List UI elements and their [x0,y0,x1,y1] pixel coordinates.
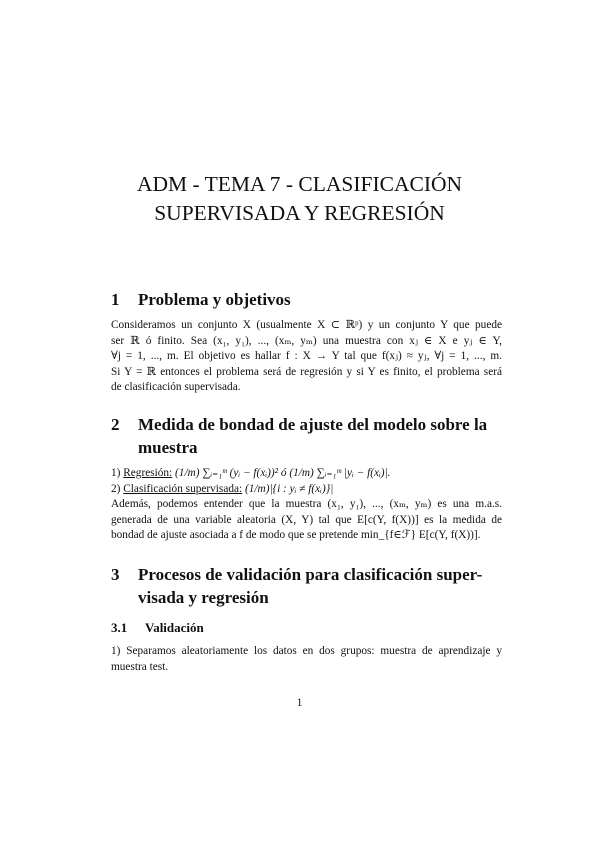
item-prefix: 1) [111,467,124,479]
paragraph-line: 1) Separamos aleatoriamente los datos en dos grupos: muestra de aprendizaje y [111,645,502,657]
paragraph-line: generada de una variable aleatoria (X, Y) tal que E[c(Y, f(X))] es la medida de [111,513,502,526]
section-3-heading [111,563,506,609]
title-line-1: ADM - TEMA 7 - CLASIFICACIÓN [136,172,463,196]
section-title-line-1: Medida de bondad de ajuste del modelo sobre la [138,415,488,434]
document-title [0,170,599,228]
regression-label: Regresión: [123,467,173,479]
section-1-paragraph [111,318,502,396]
section-title: Problema y objetivos [138,290,291,309]
paragraph-line: muestra test. [111,660,169,673]
subsection-number: 3.1 [111,620,128,635]
regression-item [111,466,502,482]
section-number: 3 [111,565,120,584]
paragraph-line: Consideramos un conjunto X (usualmente X ⊂ ℝᵖ) y un conjunto Y que puede [111,319,502,331]
subsection-title: Validación [145,620,204,635]
item-prefix: 2) [111,482,124,495]
section-2-paragraph [111,466,502,544]
classification-label: Clasificación supervisada: [123,482,243,495]
paragraph-line: Si Y = ℝ entonces el problema será de regresión y si Y es finito, el problema será [111,365,502,378]
subsection-paragraph [111,644,502,675]
subsection-3-1-heading [111,620,506,636]
page-number: 1 [296,697,303,709]
section-number: 2 [111,415,120,434]
paragraph-line: de clasificación supervisada. [111,381,241,393]
section-title-line-1: Procesos de validación para clasificación super- [138,565,483,584]
title-line-2: SUPERVISADA Y REGRESIÓN [154,201,445,225]
classification-formula: (1/m)|{i : yᵢ ≠ f(xᵢ)}| [242,482,334,495]
section-title-line-2: muestra [138,438,198,457]
paragraph-line: ∀j = 1, ..., m. El objetivo es hallar f : X → Y tal que f(xⱼ) ≈ yⱼ, ∀j = 1, ..., m. [111,350,502,362]
section-number: 1 [111,290,120,309]
paragraph-line: bondad de ajuste asociada a f de modo que se pretende min_{f∈ℱ} E[c(Y, f(X))]. [111,529,481,541]
regression-formula: (1/m) ∑ᵢ₌₁ᵐ (yᵢ − f(xᵢ))² ó (1/m) ∑ᵢ₌₁ᵐ |yᵢ − f(xᵢ)|. [172,467,391,479]
section-title-line-2: visada y regresión [138,588,269,607]
paragraph-line: Además, podemos entender que la muestra (x₁, y₁), ..., (xₘ, yₘ) es una m.a.s. [111,498,502,510]
classification-item [111,482,502,498]
section-1-heading [111,288,506,311]
section-2-heading [111,413,506,459]
paragraph-line: ser ℝ ó finito. Sea (x₁, y₁), ..., (xₘ, yₘ) una muestra con xⱼ ∈ X e yⱼ ∈ Y, [111,334,502,347]
